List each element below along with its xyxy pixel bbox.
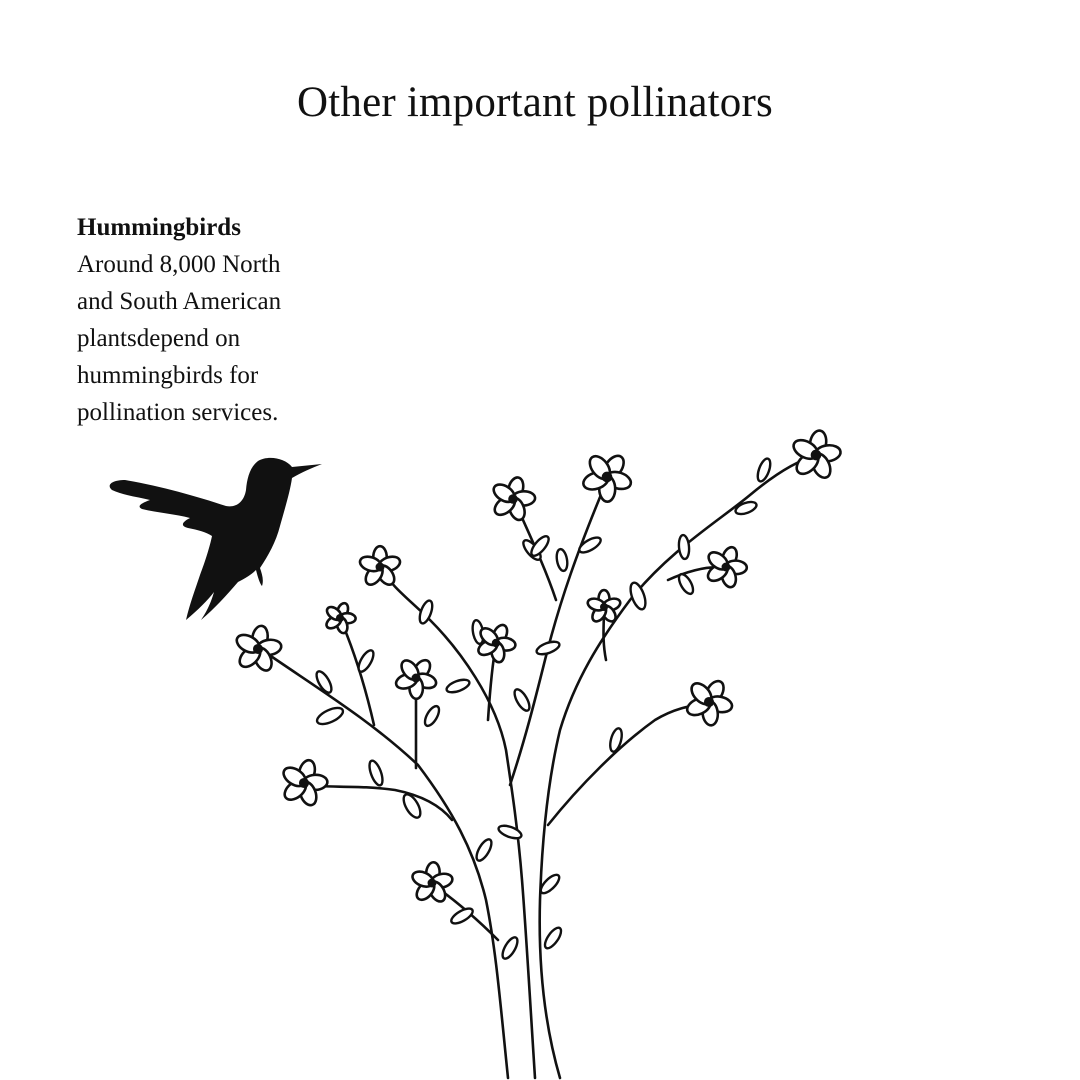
flower-icon — [394, 657, 438, 699]
flower-icon — [581, 452, 633, 502]
flower-icon — [358, 546, 402, 588]
page-title: Other important pollinators — [297, 79, 773, 126]
info-body: Around 8,000 North and South American plantsdepend on hummingbirds for pollination services. — [77, 251, 282, 426]
flower-icon — [491, 476, 536, 522]
plant-flowers — [234, 429, 842, 904]
flower-icon — [280, 758, 328, 807]
flower-icon — [410, 862, 454, 905]
flower-icon — [790, 429, 841, 480]
info-heading: Hummingbirds — [77, 214, 241, 241]
flower-icon — [324, 602, 356, 635]
flower-icon — [685, 678, 734, 726]
flower-icon — [234, 625, 282, 674]
hummingbird-icon — [110, 458, 322, 620]
flower-icon — [476, 623, 516, 664]
